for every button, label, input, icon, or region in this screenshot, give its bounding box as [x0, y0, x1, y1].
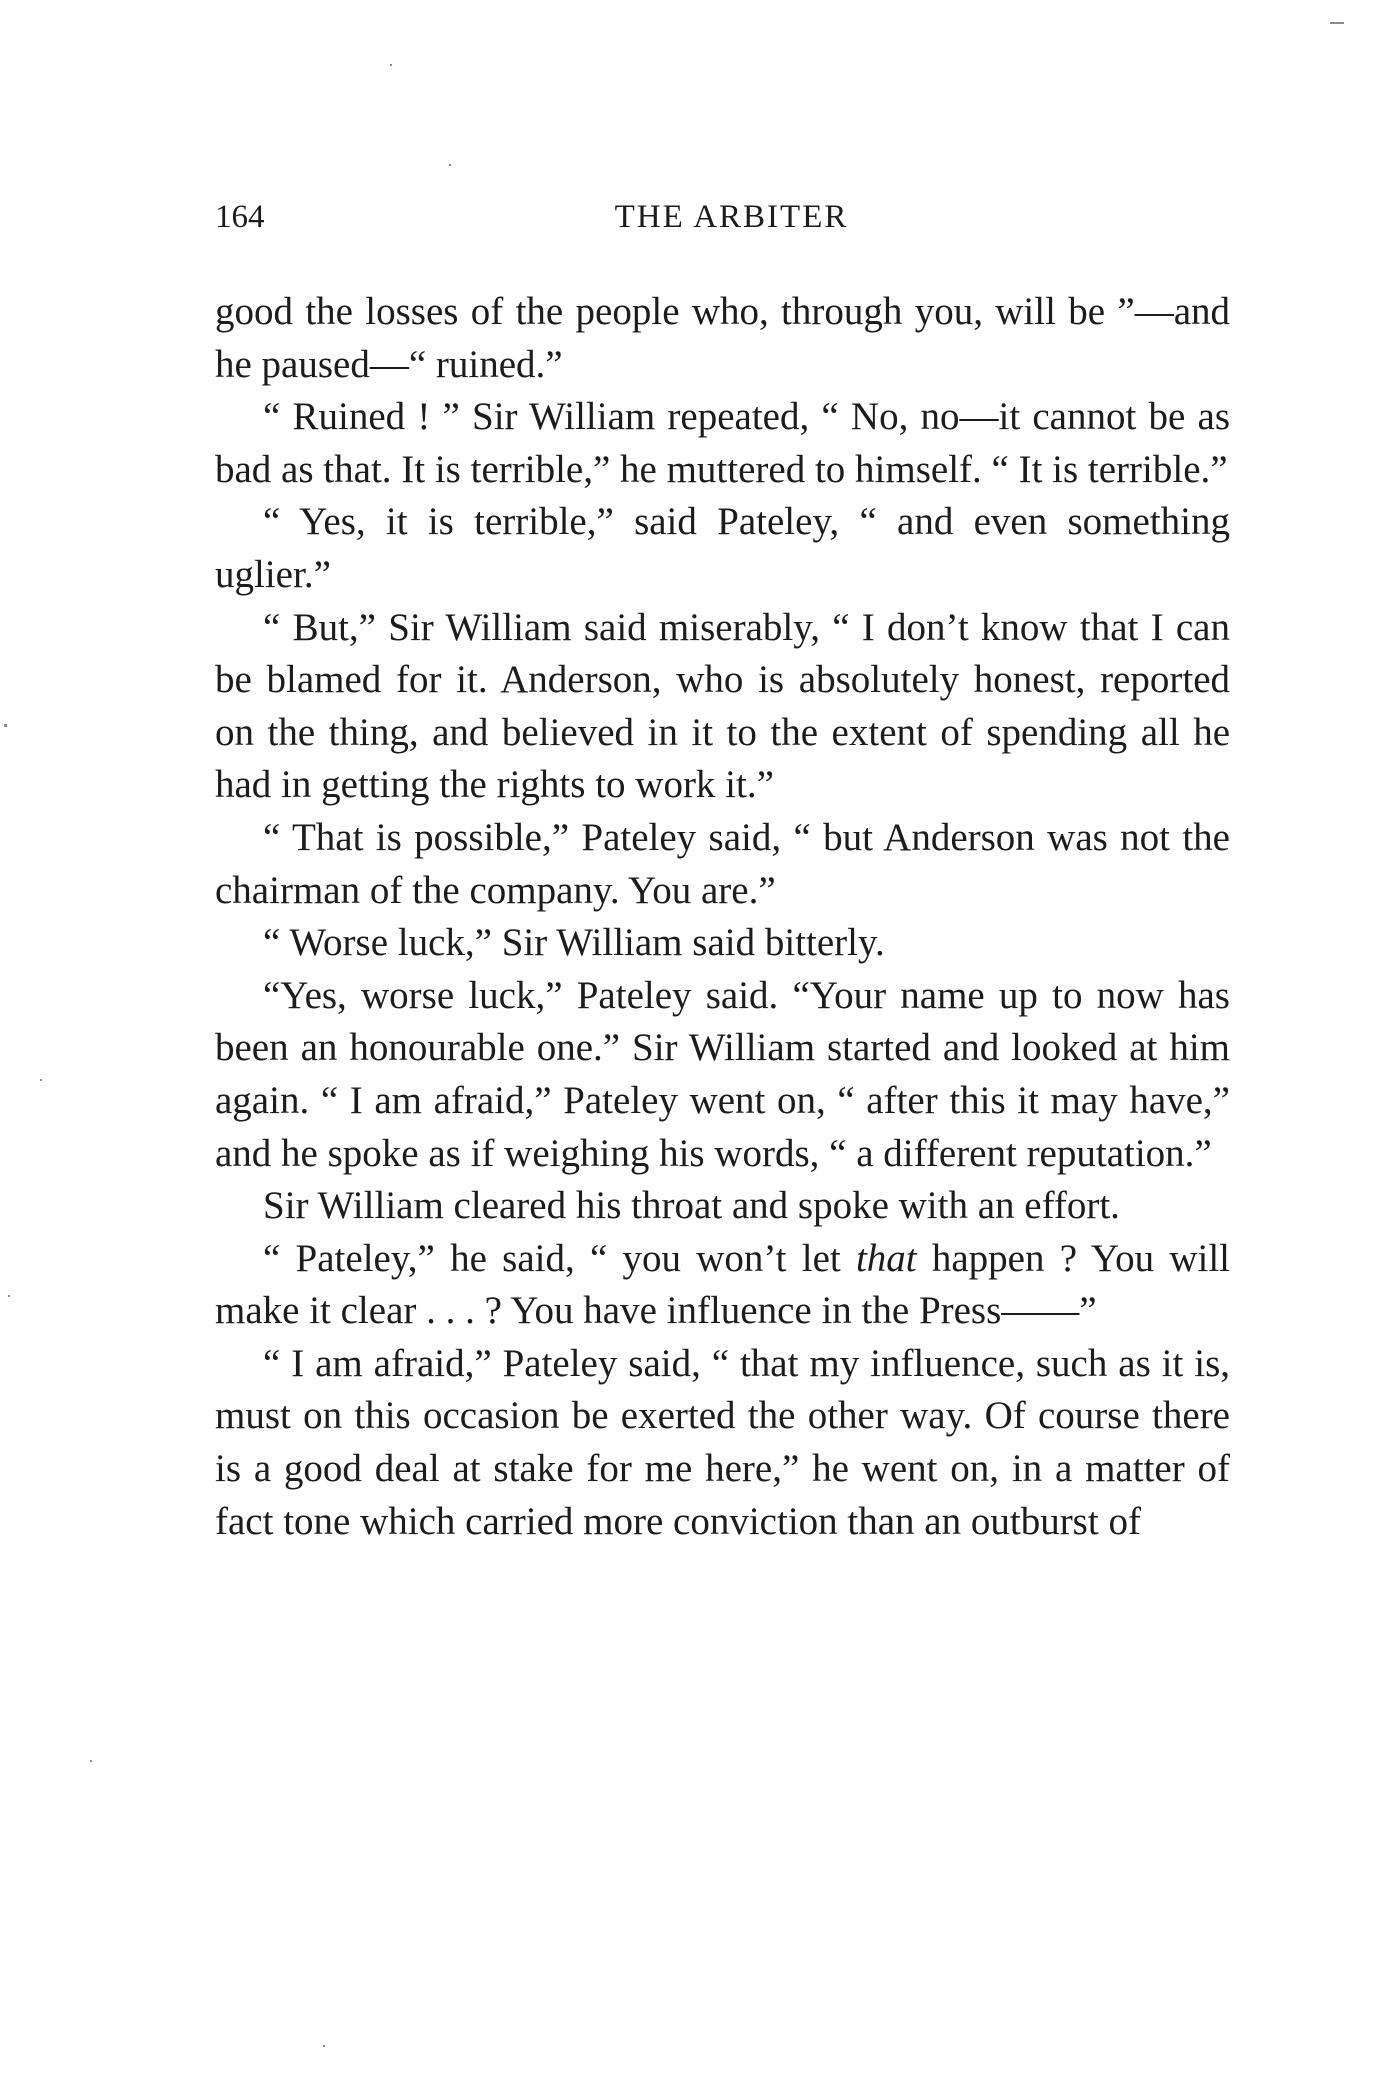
paragraph: Sir William cleared his throat and spoke with an effort.	[263, 1184, 1120, 1228]
emphasis: that	[855, 1236, 917, 1280]
paragraph: “ Yes, it is terrible,” said Pateley, “ and even something uglier.”	[215, 500, 1230, 596]
paragraph: “Yes, worse luck,” Pateley said. “Your name up to now has been an honourable one.” Sir William started and looked at him again. “ I am afraid,” Pateley went on, “ after this it may have,” and he spoke as if weighing his words, “ a different reputation.”	[215, 973, 1230, 1175]
paragraph: “ I am afraid,” Pateley said, “ that my influence, such as it is, must on this occasion be exerted the other way. Of course there is a good deal at stake for me here,” he went on, in a matter of fact tone which carried more conviction than an outburst of	[215, 1341, 1230, 1543]
paragraph: “ But,” Sir William said miserably, “ I don’t know that I can be blamed for it. Anderson, who is absolutely honest, reported on the thing, and believed in it to the extent of spending all he had in getting the rights to work it.”	[215, 605, 1230, 807]
paragraph: “ Ruined ! ” Sir William repeated, “ No, no—it cannot be as bad as that. It is terrible,” he muttered to himself. “ It is terrible.”	[215, 395, 1230, 491]
paragraph: “ That is possible,” Pateley said, “ but Anderson was not the chairman of the company. You are.”	[215, 815, 1230, 912]
running-title: THE ARBITER	[614, 199, 849, 235]
page-number: 164	[215, 199, 265, 235]
running-head	[215, 193, 1230, 241]
paragraph: “ Worse luck,” Sir William said bitterly.	[263, 921, 885, 965]
paragraph: “ Pateley,” he said, “ you won’t let that happen ? You will make it clear . . . ? You have influence in the Press——”	[215, 1236, 1230, 1333]
body-text	[215, 286, 1230, 1548]
paragraph: good the losses of the people who, through you, will be ”—and he paused—“ ruined.”	[215, 290, 1230, 386]
